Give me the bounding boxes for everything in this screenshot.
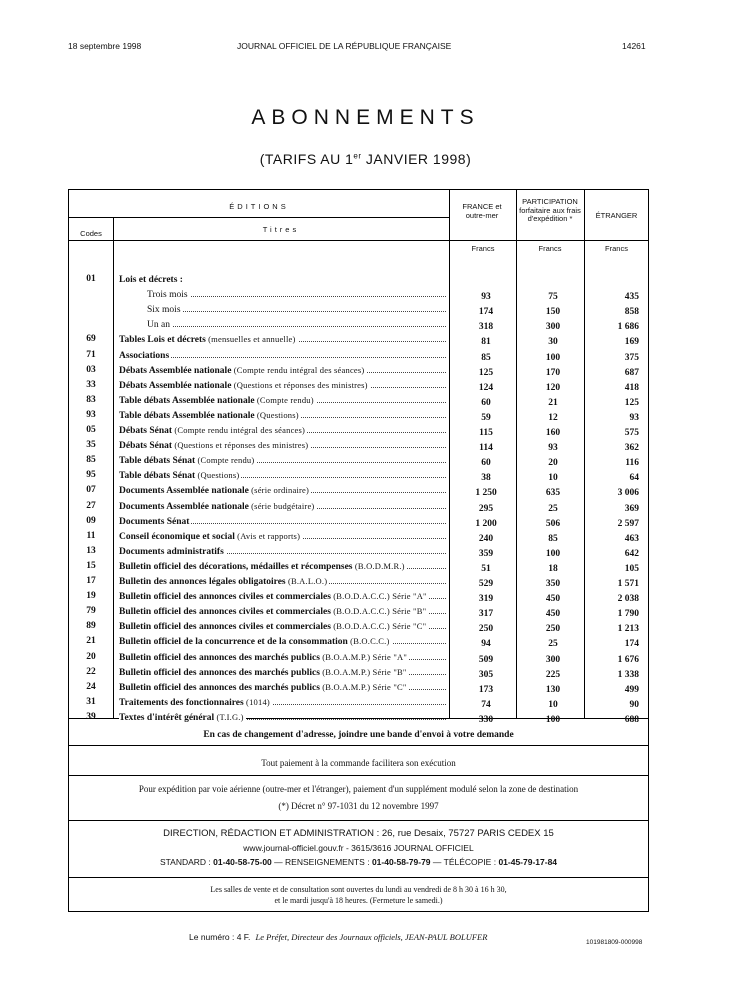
- row-price-etranger: 174: [624, 639, 639, 650]
- row-title-cell: [119, 334, 446, 345]
- row-price-participation: 150: [545, 307, 561, 318]
- row-title: [119, 320, 172, 330]
- unit-participation: Francs: [538, 244, 562, 253]
- row-title-text: Documents Assemblée nationale: [119, 486, 249, 497]
- row-price-participation: 170: [545, 367, 561, 378]
- row-title: [119, 592, 429, 602]
- row-title-qualifier: (B.O.D.M.R.): [352, 560, 405, 571]
- row-title-cell: [119, 319, 446, 330]
- row-title-text: Traitements des fonctionnaires: [119, 697, 244, 708]
- row-title-text: Tables Lois et décrets: [119, 335, 206, 346]
- header-divider: [69, 240, 648, 241]
- row-code: 24: [86, 681, 96, 692]
- row-code: 05: [86, 425, 96, 435]
- decree-note: (*) Décret n° 97-1031 du 12 novembre 1997: [278, 801, 439, 811]
- row-price-etranger: 93: [629, 412, 639, 423]
- row-price-france: 305: [478, 669, 494, 680]
- table-row: [69, 681, 648, 696]
- row-price-etranger: 116: [625, 458, 639, 469]
- row-price-france: 59: [481, 412, 491, 423]
- row-code: 15: [86, 560, 96, 571]
- row-title: [119, 305, 183, 315]
- row-code: 95: [86, 470, 96, 481]
- row-price-etranger: 575: [624, 428, 639, 438]
- table-row: [69, 349, 648, 364]
- table-row: [69, 530, 648, 545]
- table-row: [69, 394, 648, 409]
- row-code: 39: [86, 711, 96, 722]
- table-row: [69, 454, 648, 469]
- row-price-etranger: 858: [624, 307, 639, 318]
- table-row: [69, 273, 648, 288]
- row-price-participation: 250: [545, 624, 561, 635]
- row-price-etranger: 688: [624, 714, 639, 725]
- table-row: [69, 620, 648, 635]
- direction-box: [68, 821, 649, 878]
- row-title-qualifier: (série budgétaire): [248, 500, 315, 511]
- row-title-cell: [119, 470, 446, 481]
- row-title: [119, 366, 366, 376]
- row-title-text: Bulletin officiel des annonces des marchés publics: [119, 667, 320, 678]
- row-code: 07: [86, 485, 96, 496]
- subtitle-prefix: (TARIFS AU 1: [259, 151, 354, 167]
- row-price-france: 1 250: [475, 488, 497, 499]
- row-price-participation: 30: [548, 337, 558, 348]
- row-code: 11: [86, 530, 96, 541]
- hours-line-1: Les salles de vente et de consultation sont ouvertes du lundi au vendredi de 8 h 30 à 16 h 30,: [210, 885, 507, 894]
- row-title-qualifier: (Compte rendu): [195, 455, 255, 466]
- row-price-france: 115: [479, 428, 493, 438]
- airmail-box: [68, 776, 649, 821]
- row-title-text: Table débats Assemblée nationale: [119, 395, 255, 406]
- row-title-cell: [119, 410, 446, 421]
- row-title-text: Bulletin officiel des annonces des marchés publics: [119, 682, 320, 693]
- row-code: 17: [86, 576, 96, 586]
- row-price-etranger: 1 213: [617, 624, 639, 635]
- table-row: [69, 333, 648, 348]
- etranger-header: ÉTRANGER: [595, 211, 638, 220]
- row-price-participation: 25: [548, 639, 558, 650]
- row-title-qualifier: (B.O.C.C.): [347, 636, 390, 647]
- row-title-cell: [119, 425, 446, 436]
- row-price-participation: 20: [548, 458, 558, 469]
- row-price-france: 173: [478, 684, 494, 695]
- row-title-cell: [119, 652, 446, 663]
- row-price-etranger: 362: [624, 443, 639, 454]
- row-price-participation: 10: [548, 699, 558, 710]
- tariff-table: [68, 189, 649, 725]
- table-row: [69, 469, 648, 484]
- subtitle-suffix: JANVIER 1998): [361, 151, 472, 167]
- row-price-france: 359: [478, 548, 494, 559]
- row-price-france: 114: [479, 443, 493, 454]
- subtitle-superscript: er: [353, 151, 362, 161]
- row-code: 03: [86, 364, 96, 375]
- table-row: [69, 590, 648, 605]
- issue-price: Le numéro : 4 F.: [189, 932, 251, 942]
- row-price-etranger: 1 676: [617, 654, 639, 665]
- row-price-participation: 93: [548, 443, 558, 454]
- standard-number: 01-40-58-75-00: [213, 857, 272, 867]
- journal-name: JOURNAL OFFICIEL DE LA RÉPUBLIQUE FRANÇAISE: [237, 41, 452, 51]
- row-code: 31: [86, 696, 96, 707]
- row-code: 01: [86, 274, 96, 284]
- row-price-etranger: 463: [624, 533, 639, 544]
- row-title-cell: [119, 667, 446, 678]
- row-price-etranger: 687: [624, 367, 639, 378]
- row-title-cell: [119, 380, 446, 391]
- row-price-participation: 85: [548, 533, 558, 544]
- table-row: [69, 500, 648, 515]
- row-price-france: 51: [481, 563, 491, 574]
- row-title-qualifier: (Compte rendu intégral des séances): [172, 425, 306, 435]
- row-price-etranger: 1 571: [617, 579, 639, 589]
- row-title: [119, 335, 298, 345]
- table-row: [69, 439, 648, 454]
- row-title-qualifier: (série ordinaire): [248, 485, 310, 496]
- table-row: [69, 318, 648, 333]
- row-title-qualifier: (Compte rendu): [254, 394, 314, 405]
- row-title-cell: [119, 561, 446, 572]
- row-code: 27: [86, 500, 96, 511]
- airmail-note: Pour expédition par voie aérienne (outre-mer et l'étranger), paiement d'un supplément modulé selon la zone de destination: [138, 784, 579, 794]
- telecopie-number: 01-45-79-17-84: [498, 857, 558, 867]
- row-price-participation: 25: [548, 503, 558, 514]
- row-price-france: 529: [478, 579, 494, 589]
- row-code: 22: [86, 666, 96, 677]
- row-price-france: 1 200: [475, 518, 497, 529]
- row-title-cell: [119, 697, 446, 708]
- table-row: [69, 515, 648, 530]
- row-title-text: Table débats Sénat: [119, 471, 196, 482]
- row-price-france: 295: [478, 503, 494, 514]
- row-code: 21: [86, 636, 96, 647]
- row-title-text: Trois mois: [147, 290, 188, 301]
- row-title-cell: [119, 621, 446, 632]
- signature: Le Préfet, Directeur des Journaux officiels, JEAN-PAUL BOLUFER: [255, 932, 488, 942]
- unit-france: Francs: [471, 244, 495, 253]
- row-code: 20: [86, 651, 96, 662]
- row-price-etranger: 499: [624, 684, 639, 695]
- row-title-text: Associations: [119, 350, 170, 361]
- row-price-participation: 450: [545, 609, 561, 620]
- table-row: [69, 364, 648, 379]
- row-price-participation: 225: [545, 669, 561, 680]
- row-price-france: 60: [481, 458, 491, 469]
- row-price-france: 317: [478, 609, 494, 620]
- row-code: 19: [86, 591, 96, 602]
- row-code: 09: [86, 515, 96, 526]
- row-title-cell: [119, 682, 446, 693]
- codes-header: Codes: [80, 229, 102, 238]
- renseignements-label: RENSEIGNEMENTS :: [285, 857, 370, 867]
- participation-header: PARTICIPATION forfaitaire aux frais d'expédition *: [519, 197, 581, 223]
- change-address-note: En cas de changement d'adresse, joindre une bande d'envoi à votre demande: [68, 719, 649, 746]
- row-title-qualifier: (B.A.L.O.): [285, 576, 328, 586]
- row-title-cell: [119, 576, 446, 587]
- row-price-france: 38: [481, 473, 491, 484]
- row-title-qualifier: (B.O.D.A.C.C.) Série "A": [330, 591, 427, 602]
- direction-address: DIRECTION, RÉDACTION ET ADMINISTRATION : 26, rue Desaix, 75727 PARIS CEDEX 15: [163, 828, 554, 839]
- page-number: 14261: [622, 41, 646, 51]
- editions-header: ÉDITIONS: [229, 202, 289, 211]
- row-title-text: Débats Assemblée nationale: [119, 365, 232, 376]
- row-title-cell: [119, 455, 446, 466]
- row-title-qualifier: (mensuelles et annuelle): [205, 334, 296, 345]
- row-price-participation: 100: [545, 714, 561, 725]
- row-title: [119, 381, 370, 391]
- row-price-etranger: 369: [624, 503, 639, 514]
- row-title: [119, 486, 311, 496]
- row-price-participation: 450: [545, 594, 561, 605]
- row-code: 69: [86, 334, 96, 345]
- row-title-cell: [119, 395, 446, 406]
- row-title-text: Documents Sénat: [119, 516, 190, 527]
- row-title-qualifier: (B.O.D.A.C.C.) Série "C": [330, 621, 427, 632]
- hours-line-2: et le mardi jusqu'à 18 heures. (Fermeture le samedi.): [274, 896, 443, 905]
- row-title-text: Table débats Sénat: [119, 456, 196, 467]
- row-title: [119, 577, 329, 587]
- row-title: [119, 275, 185, 285]
- row-price-participation: 160: [545, 428, 561, 438]
- row-price-france: 94: [481, 639, 491, 650]
- row-price-participation: 12: [548, 412, 558, 423]
- table-row: [69, 545, 648, 560]
- table-row: [69, 651, 648, 666]
- table-row: [69, 409, 648, 424]
- row-title: [119, 517, 191, 527]
- row-title: [119, 441, 310, 451]
- titles-header: Titres: [262, 225, 300, 234]
- row-price-france: 174: [478, 307, 494, 318]
- row-price-etranger: 2 597: [617, 518, 639, 529]
- row-title-qualifier: (B.O.A.M.P.) Série "A": [319, 651, 408, 662]
- row-title-cell: [119, 350, 446, 361]
- row-price-etranger: 418: [624, 382, 639, 393]
- table-row: [69, 424, 648, 439]
- row-title-text: Conseil économique et social: [119, 531, 235, 542]
- row-code: 89: [86, 621, 96, 632]
- row-price-participation: 18: [548, 563, 558, 574]
- print-code: 101981809-000998: [586, 939, 643, 946]
- row-title-cell: [119, 440, 446, 451]
- row-title-text: Bulletin officiel des annonces des marchés publics: [119, 652, 320, 663]
- editions-divider: [69, 217, 449, 218]
- row-price-etranger: 2 038: [617, 594, 639, 605]
- row-title: [119, 547, 226, 557]
- table-row: [69, 635, 648, 650]
- row-title-qualifier: (Compte rendu intégral des séances): [231, 364, 365, 375]
- row-title-text: Bulletin officiel des décorations, médailles et récompenses: [119, 561, 353, 572]
- row-price-etranger: 375: [624, 352, 639, 363]
- row-title: [119, 471, 241, 481]
- table-row: [69, 575, 648, 590]
- row-price-participation: 10: [548, 473, 558, 484]
- row-code: 79: [86, 606, 96, 617]
- row-title-text: Lois et décrets :: [119, 275, 183, 285]
- row-title-qualifier: (Questions et réponses des ministres): [231, 379, 368, 390]
- row-price-france: 74: [481, 699, 491, 710]
- row-price-france: 125: [478, 367, 494, 378]
- row-title-text: Table débats Assemblée nationale: [119, 410, 255, 421]
- row-title-text: Textes d'intérêt général: [119, 712, 215, 723]
- row-title-cell: [119, 274, 446, 285]
- row-title: [119, 562, 407, 572]
- row-title-text: Bulletin officiel des annonces civiles et commerciales: [119, 592, 331, 603]
- telecopie-label: TÉLÉCOPIE :: [443, 857, 497, 867]
- row-title: [119, 456, 256, 466]
- row-title-text: Documents Assemblée nationale: [119, 501, 249, 512]
- row-title-qualifier: (B.O.A.M.P.) Série "C": [319, 681, 407, 692]
- row-price-participation: 506: [545, 518, 561, 529]
- row-title-cell: [119, 501, 446, 512]
- row-title-qualifier: (Questions): [195, 470, 240, 481]
- row-price-participation: 100: [545, 548, 561, 559]
- row-price-etranger: 90: [629, 699, 639, 710]
- table-row: [69, 605, 648, 620]
- row-price-etranger: 125: [624, 397, 639, 408]
- row-title-text: Débats Sénat: [119, 441, 173, 452]
- row-price-france: 318: [478, 322, 494, 333]
- page-subtitle: [0, 151, 731, 167]
- footer-line: [189, 932, 487, 942]
- row-title-text: Bulletin officiel de la concurrence et de la consommation: [119, 637, 348, 648]
- row-title: [119, 607, 428, 617]
- page-title: ABONNEMENTS: [251, 106, 480, 129]
- row-title: [119, 426, 307, 436]
- row-price-etranger: 1 686: [617, 322, 639, 333]
- row-code: 13: [86, 545, 96, 556]
- row-code: 83: [86, 394, 96, 405]
- row-title-text: Bulletin officiel des annonces civiles et commerciales: [119, 622, 331, 633]
- row-title-text: Six mois: [147, 305, 181, 316]
- hours-box: [68, 878, 649, 912]
- row-price-etranger: 642: [624, 548, 639, 559]
- row-title-text: Bulletin officiel des annonces civiles et commerciales: [119, 607, 331, 618]
- row-title-cell: [119, 516, 446, 527]
- row-title-cell: [119, 304, 446, 315]
- row-price-france: 85: [481, 352, 491, 363]
- row-title-text: Documents administratifs: [119, 546, 224, 557]
- row-title-text: Débats Assemblée nationale: [119, 380, 232, 391]
- row-title: [119, 351, 171, 361]
- row-price-etranger: 1 338: [617, 669, 639, 680]
- row-title: [119, 683, 409, 693]
- row-price-france: 330: [478, 714, 494, 725]
- row-title-qualifier: (B.O.D.A.C.C.) Série "B": [330, 606, 427, 617]
- row-title-qualifier: (Avis et rapports): [234, 530, 301, 541]
- row-price-france: 81: [481, 337, 491, 348]
- row-title-qualifier: (B.O.A.M.P.) Série "B": [319, 666, 407, 677]
- row-title: [119, 290, 190, 300]
- table-row: [69, 560, 648, 575]
- row-title-qualifier: (Questions): [254, 409, 299, 420]
- row-title: [119, 698, 272, 708]
- row-title-text: Un an: [147, 320, 170, 331]
- row-price-france: 250: [478, 624, 494, 635]
- row-title-cell: [119, 289, 446, 300]
- unit-etranger: Francs: [605, 244, 628, 253]
- row-price-etranger: 64: [629, 473, 639, 484]
- issue-date: 18 septembre 1998: [68, 41, 142, 51]
- row-code: 33: [86, 379, 96, 390]
- standard-label: STANDARD :: [159, 857, 211, 867]
- row-price-participation: 635: [545, 488, 561, 499]
- row-price-france: 240: [478, 533, 494, 544]
- row-title-cell: [119, 365, 446, 376]
- table-row: [69, 666, 648, 681]
- row-code: 85: [86, 455, 96, 466]
- row-title: [119, 637, 392, 647]
- table-row: [69, 484, 648, 499]
- row-title: [119, 411, 301, 421]
- table-row: [69, 696, 648, 711]
- row-code: 93: [86, 409, 96, 420]
- row-code: 35: [86, 440, 96, 451]
- row-title: [119, 653, 409, 663]
- row-price-etranger: 169: [624, 337, 639, 348]
- table-row: [69, 288, 648, 303]
- row-price-participation: 100: [545, 352, 561, 363]
- row-price-participation: 300: [545, 322, 561, 333]
- row-title-cell: [119, 531, 446, 542]
- row-price-participation: 75: [548, 292, 558, 303]
- row-price-participation: 300: [545, 654, 561, 665]
- table-row: [69, 379, 648, 394]
- row-price-etranger: 435: [624, 292, 639, 303]
- row-title: [119, 713, 246, 723]
- row-price-france: 124: [478, 382, 494, 393]
- direction-phones: STANDARD : 01-40-58-75-00 — RENSEIGNEMENTS : 01-40-58-79-79 — TÉLÉCOPIE : 01-45-79-17-84: [159, 857, 558, 867]
- row-title-cell: [119, 606, 446, 617]
- row-price-participation: 130: [545, 684, 561, 695]
- row-price-france: 509: [478, 654, 494, 665]
- row-title-text: Bulletin des annonces légales obligatoires: [119, 577, 286, 587]
- row-title-qualifier: (1014): [243, 696, 270, 707]
- row-title-qualifier: (Questions et réponses des ministres): [172, 440, 309, 451]
- france-header: FRANCE et outre-mer: [462, 202, 502, 220]
- row-title: [119, 532, 302, 542]
- row-title: [119, 668, 409, 678]
- row-price-participation: 120: [545, 382, 561, 393]
- row-price-participation: 350: [545, 579, 561, 589]
- row-price-france: 60: [481, 397, 491, 408]
- row-title-cell: [119, 591, 446, 602]
- row-title-qualifier: (T.I.G.): [214, 711, 244, 722]
- row-title-cell: [119, 485, 446, 496]
- row-title: [119, 396, 316, 406]
- row-title-cell: [119, 636, 446, 647]
- row-title: [119, 622, 428, 632]
- row-title-cell: [119, 546, 446, 557]
- row-price-etranger: 3 006: [617, 488, 639, 499]
- table-row: [69, 303, 648, 318]
- row-price-etranger: 1 790: [617, 609, 639, 620]
- row-code: 71: [86, 349, 96, 360]
- row-price-participation: 21: [548, 397, 558, 408]
- renseignements-number: 01-40-58-79-79: [371, 857, 431, 867]
- row-title: [119, 502, 316, 512]
- row-price-france: 93: [481, 292, 491, 303]
- row-price-france: 319: [478, 594, 494, 605]
- row-title-text: Débats Sénat: [119, 426, 173, 436]
- payment-note: Tout paiement à la commande facilitera son exécution: [68, 746, 649, 776]
- row-price-etranger: 105: [624, 563, 639, 574]
- direction-website: www.journal-officiel.gouv.fr - 3615/3616 JOURNAL OFFICIEL: [243, 843, 474, 853]
